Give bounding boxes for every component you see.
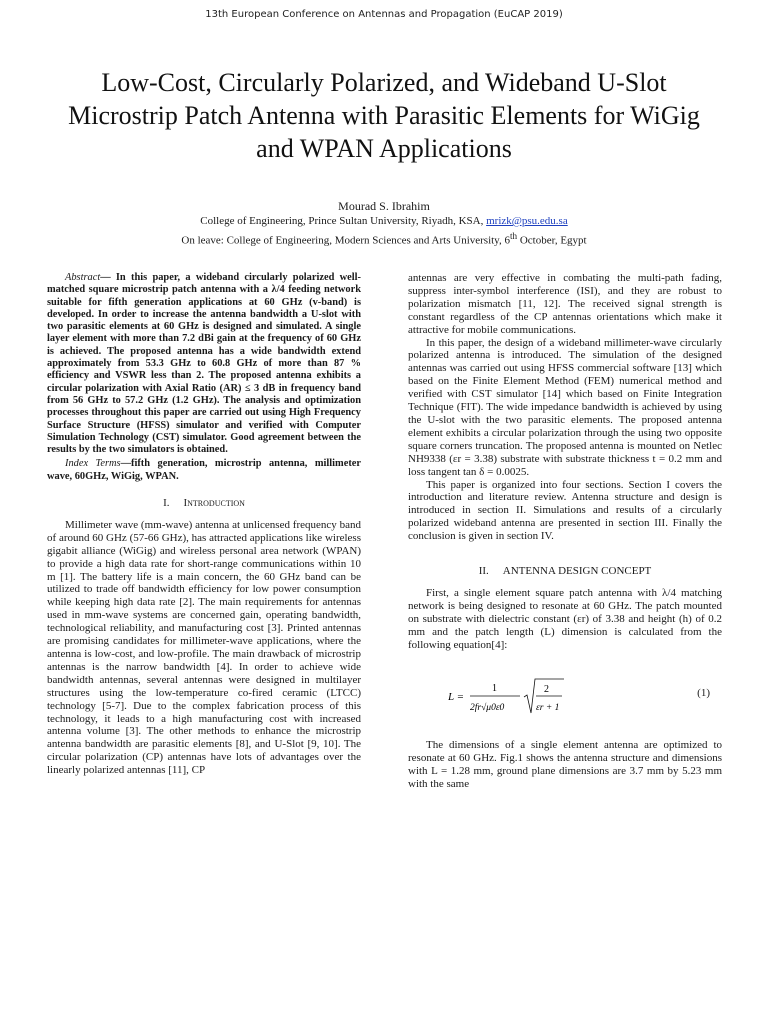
abstract — [47, 272, 361, 456]
abstract-text: — In this paper, a wideband circularly polarized well-matched square microstrip patch antenna with a λ/4 feeding network suitable for fifth generation applications at 60 GHz (v-band) is developed. In order to increase the antenna bandwidth a U-slot with two parasitic elements at 60 GHz is designed and simulated. A single layer element with more than 7.2 dBi gain at the frequency of 60 GHz is achieved. The proposed antenna has a wide bandwidth extend approximately from 53.3 GHz to 60.8 GHz of more than 87 % efficiency and VSWR less than 2. The proposed antenna exhibits a circular polarization with Axial Ratio (AR) ≤ 3 dB in frequency band from 56 GHz to 57.2 GHz (1.2 GHz). The analysis and optimization processes throughout this paper are carried out using High Frequency Surface Structure (HFSS) simulator and verified with Computer Simulation Technology (CST) simulator. Good agreement between the results by the two simulators is obtained. — [47, 272, 361, 456]
index-terms — [47, 458, 361, 483]
affiliation-text: College of Engineering, Prince Sultan University, Riyadh, KSA, — [200, 215, 484, 227]
section-1-title: Introduction — [183, 497, 245, 510]
index-terms-label: Index Terms — [65, 458, 121, 470]
affiliation-line-2 — [0, 231, 768, 247]
paper-title: Low-Cost, Circularly Polarized, and Wideband U-Slot Microstrip Patch Antenna with Parasitic Elements for WiGig and WPAN Applications — [68, 68, 700, 163]
design-paragraph-2: The dimensions of a single element antenna are optimized to resonate at 60 GHz. Fig.1 shows the antenna structure and dimensions with L = 1.28 mm, ground plane dimensions are 3.7 mm by 5.23 mm with the same — [408, 739, 722, 791]
email-link[interactable]: mrizk@psu.edu.sa — [486, 215, 568, 227]
design-paragraph-1: First, a single element square patch antenna with λ/4 matching network is being designed to resonate at 60 GHz. The patch mounted on substrate with dielectric constant (εr) of 3.38 and height (h) of 0.2 mm and the patch length (L) dimension is calculated from the following equation[4]: — [408, 586, 722, 651]
intro-paragraph-1: Millimeter wave (mm-wave) antenna at unlicensed frequency band of around 60 GHz (57-66 GHz), has attracted applications like wireless gigabit alliance (WiGig) and wireless personal area network (WPAN) to provide a high data rate for short-range communications within 10 m [1]. The battery life is a main concern, the 60 GHz band can be utilized to trade off bandwidth efficiency for low power consumption while keeping high data rate [2]. The main requirements for antennas used in mm-wave systems are concerned gain, operating bandwidth, technological reliability, and manufacturing cost [3]. Printed antennas are promising candidates for millimeter-wave applications, where the antenna is low-cost, and low-profile. The main drawback of microstrip antennas is the narrow bandwidth [4]. In order to achieve wide bandwidth antennas, several antennas were designed in multilayer structures using the low-temperature co-fired ceramic (LTCC) technology [5-7]. Due to the complex fabrication process of this technology, it leads to a high manufacturing cost with increased antenna volume [3]. The other methods to enhance the microstrip antenna bandwidth are parasitic elements [8], and U-Slot [9, 10]. The circular polarization (CP) antennas have lots of advantages over the linearly polarized antennas [11], CP — [47, 518, 361, 777]
section-1-number: I. — [163, 497, 170, 510]
section-1-heading — [47, 497, 361, 510]
section-2-number: II. — [478, 565, 489, 578]
equation-1 — [408, 669, 722, 725]
ordinal-suffix: th — [509, 231, 518, 241]
right-paragraph-2: In this paper, the design of a wideband millimeter-wave circularly polarized antenna is introduced. The simulation of the designed antennas was carried out using HFSS commercial software [13] which based on the Finite Element Method (FEM) numerical method and verified with CST simulator [14] which based on Finite Integration Technique (FIT). The wide impedance bandwidth is achieved by using the U-slot with the two parasitic elements. The proposed antenna element exhibits a circular polarization through the using two opposite square corners truncation. The proposed antenna is mounted on Netlec NH9338 (εr = 3.38) substrate with substrate thickness t = 0.2 mm and loss tangent tan δ = 0.0025. — [408, 336, 722, 478]
section-2-title: ANTENNA DESIGN CONCEPT — [502, 565, 652, 578]
right-paragraph-3: This paper is organized into four sections. Section I covers the introduction and literature review. Antenna structure and design is introduced in section II. Simulations and results of a circularly polarized wideband antenna are presented in section III. Finally the conclusion is given in section IV. — [408, 478, 722, 543]
conference-header: 13th European Conference on Antennas and Propagation (EuCAP 2019) — [205, 9, 563, 20]
eq-sqrt-numerator: 2 — [544, 684, 549, 696]
eq-numerator: 1 — [492, 683, 497, 695]
affiliation-line-1 — [0, 215, 768, 227]
affiliation-2-text: On leave: College of Engineering, Modern Sciences and Arts University, 6 — [181, 234, 510, 247]
abstract-label: Abstract — [65, 272, 101, 283]
left-column — [47, 272, 361, 777]
affiliation-2-tail: October, Egypt — [517, 234, 587, 247]
eq-denominator: 2fr√μ0ε0 — [470, 703, 505, 714]
index-terms-text: —fifth generation, microstrip antenna, millimeter wave, 60GHz, WiGig, WPAN. — [47, 458, 362, 482]
equation-number: (1) — [697, 687, 710, 700]
section-2-heading — [408, 565, 722, 578]
right-column — [408, 272, 722, 791]
author-name: Mourad S. Ibrahim — [338, 199, 430, 213]
equation-graphic — [448, 669, 608, 725]
right-paragraph-1: antennas are very effective in combating the multi-path fading, suppress inter-symbol interference (ISI), and they are robust to polarization mismatch [11, 12]. The received signal strength is constant regardless of the CP antennas orientations which make it attractive for mobile communications. — [408, 272, 722, 336]
eq-lhs: L = — [448, 691, 465, 704]
eq-sqrt-denominator: εr + 1 — [536, 703, 560, 714]
